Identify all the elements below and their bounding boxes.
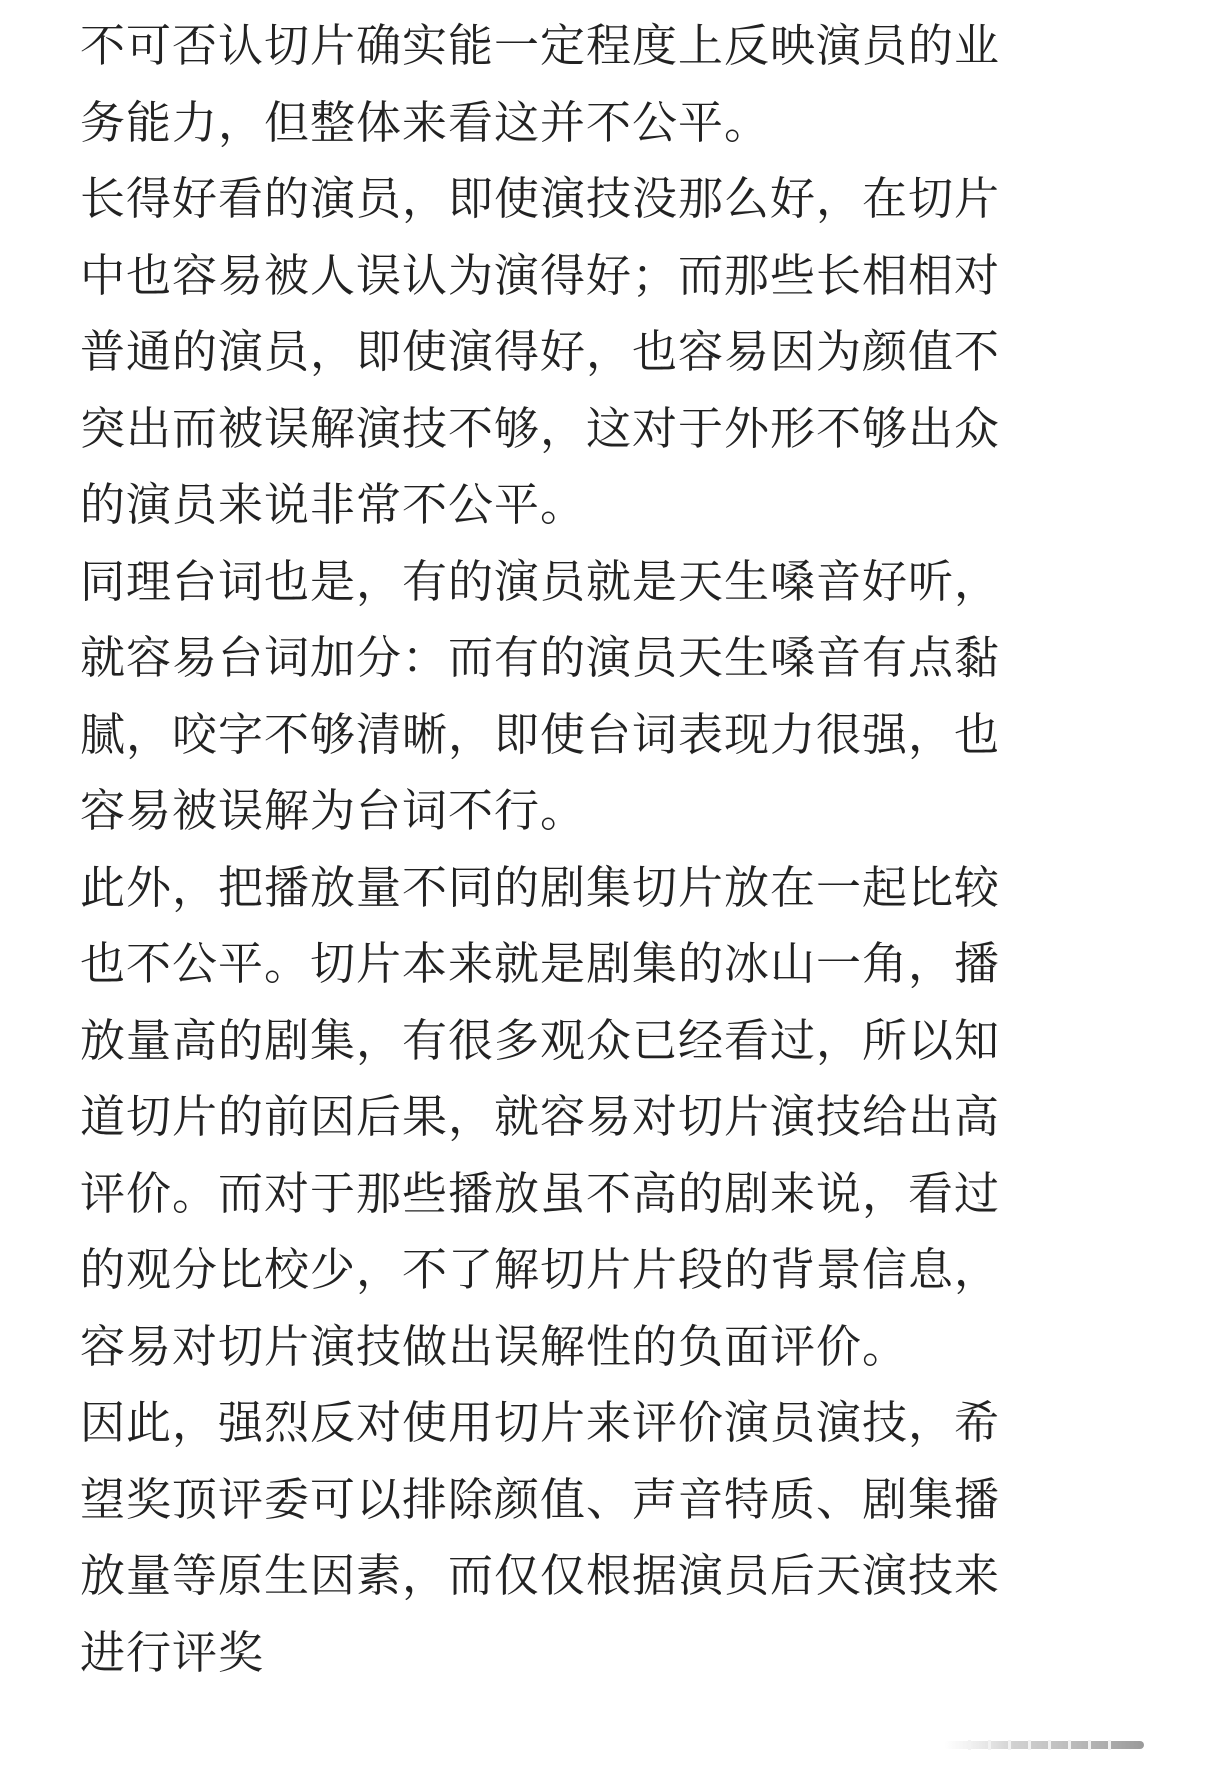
- article-body: [80, 8, 1085, 1691]
- paragraph-intro: 不可否认切片确实能一定程度上反映演员的业 务能力，但整体来看这并不公平。: [80, 19, 1001, 149]
- paragraph-appearance: 长得好看的演员，即使演技没那么好，在切片 中也容易被人误认为演得好；而那些长相相对 普通的演员，即使演得好，也容易因为颜值不 突出而被误解演技不够，这对于外形不够出众 的演员来说非常不公平。: [80, 172, 1001, 531]
- paragraph-conclusion: 因此，强烈反对使用切片来评价演员演技，希 望奖顶评委可以排除颜值、声音特质、剧集播 放量等原生因素，而仅仅根据演员后天演技来 进行评奖: [80, 1396, 1001, 1679]
- scroll-thumb-icon: [944, 1738, 1174, 1752]
- paragraph-voice: 同理台词也是，有的演员就是天生嗓音好听， 就容易台词加分：而有的演员天生嗓音有点黏 腻，咬字不够清晰，即使台词表现力很强，也 容易被误解为台词不行。: [80, 554, 1001, 837]
- scroll-indicator[interactable]: [944, 1738, 1174, 1752]
- paragraph-views: 此外，把播放量不同的剧集切片放在一起比较 也不公平。切片本来就是剧集的冰山一角，播 放量高的剧集，有很多观众已经看过，所以知 道切片的前因后果，就容易对切片演技给出高 评价。而对于那些播放虽不高的剧来说，看过 的观分比校少，不了解切片片段的背景信息， 容易对切片演技做出误解性的负面评价。: [80, 860, 1001, 1373]
